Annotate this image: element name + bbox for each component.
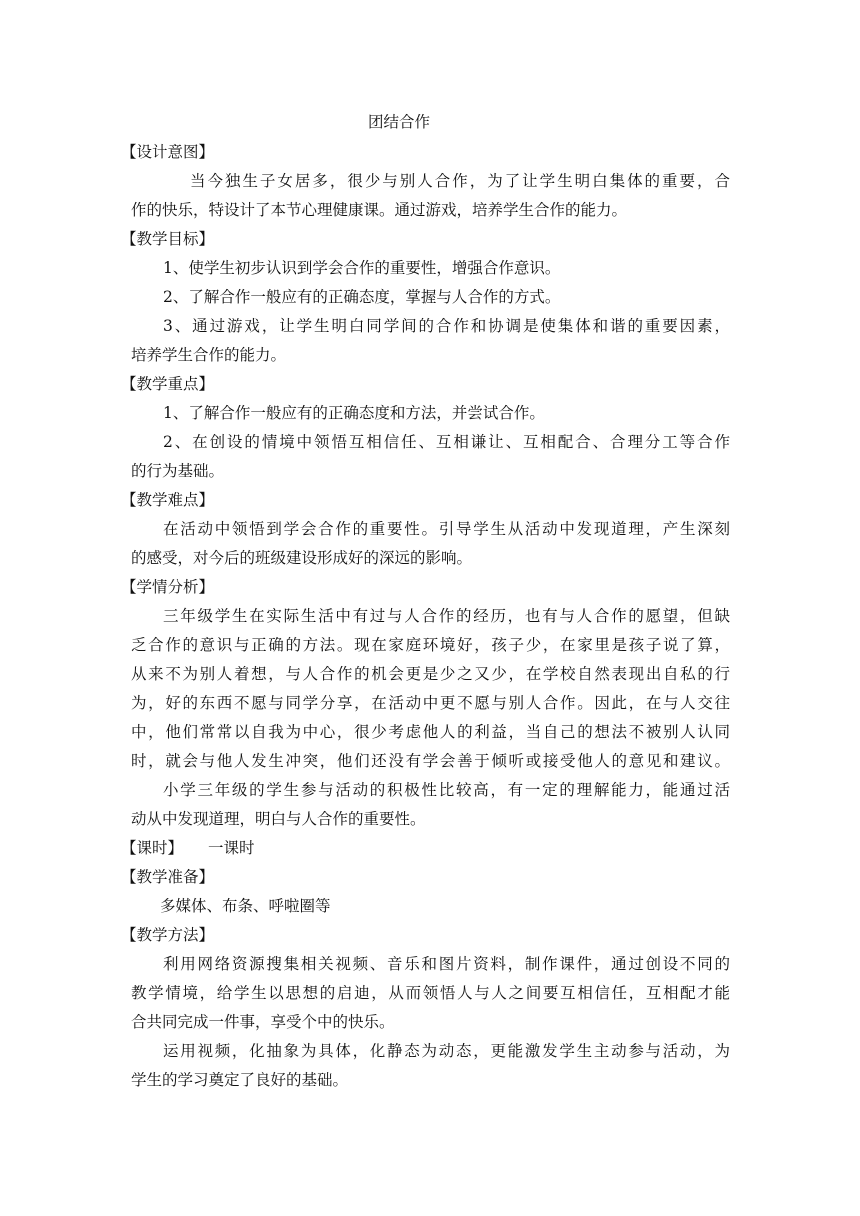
list-item: 3、通过游戏，让学生明白同学间的合作和协调是使集体和谐的重要因素， — [163, 317, 730, 335]
list-item: 1、了解合作一般应有的正确态度和方法，并尝试合作。 — [163, 404, 545, 422]
paragraph-line: 运用视频，化抽象为具体，化静态为动态，更能激发学生主动参与活动，为 — [163, 1042, 730, 1060]
paragraph-line: 利用网络资源搜集相关视频、音乐和图片资料，制作课件，通过创设不同的 — [163, 955, 730, 973]
paragraph-line: 动从中发现道理，明白与人合作的重要性。 — [131, 810, 426, 828]
list-item: 2、了解合作一般应有的正确态度，掌握与人合作的方式。 — [163, 288, 561, 306]
paragraph-line: 小学三年级的学生参与活动的积极性比较高，有一定的理解能力，能通过活 — [163, 781, 730, 799]
section-heading-class-hours: 【课时】 — [121, 839, 184, 857]
section-heading-teaching-focus: 【教学重点】 — [121, 375, 215, 393]
section-heading-teaching-methods: 【教学方法】 — [121, 926, 215, 944]
paragraph-line: 多媒体、布条、呼啦圈等 — [160, 897, 331, 915]
paragraph-line: 教学情境，给学生以思想的启迪，从而领悟人与人之间要互相信任，互相配才能 — [131, 984, 730, 1002]
paragraph-line: 的感受，对今后的班级建设形成好的深远的影响。 — [131, 549, 473, 567]
section-heading-design-intent: 【设计意图】 — [121, 143, 215, 161]
paragraph-line: 合共同完成一件事，享受个中的快乐。 — [131, 1013, 395, 1031]
paragraph-line: 三年级学生在实际生活中有过与人合作的经历，也有与人合作的愿望，但缺 — [163, 607, 730, 625]
section-heading-student-analysis: 【学情分析】 — [121, 578, 215, 596]
paragraph-line: 乏合作的意识与正确的方法。现在家庭环境好，孩子少，在家里是孩子说了算， — [131, 636, 730, 654]
section-heading-teaching-preparation: 【教学准备】 — [121, 868, 215, 886]
list-item: 2、在创设的情境中领悟互相信任、互相谦让、互相配合、合理分工等合作 — [163, 433, 730, 451]
paragraph-line: 在活动中领悟到学会合作的重要性。引导学生从活动中发现道理，产生深刻 — [163, 520, 730, 538]
paragraph-line: 的行为基础。 — [131, 462, 225, 480]
class-hours-value: 一课时 — [208, 839, 255, 857]
paragraph-line: 当今独生子女居多，很少与别人合作，为了让学生明白集体的重要，合 — [190, 172, 730, 190]
paragraph-line: 为，好的东西不愿与同学分享，在活动中更不愿与别人合作。因此，在与人交往 — [131, 694, 730, 712]
section-heading-teaching-goals: 【教学目标】 — [121, 230, 215, 248]
list-item: 1、使学生初步认识到学会合作的重要性，增强合作意识。 — [163, 259, 561, 277]
paragraph-line: 中，他们常常以自我为中心，很少考虑他人的利益，当自己的想法不被别人认同 — [131, 723, 730, 741]
paragraph-line: 从来不为别人着想，与人合作的机会更是少之又少，在学校自然表现出自私的行 — [131, 665, 730, 683]
paragraph-line: 学生的学习奠定了良好的基础。 — [131, 1071, 349, 1089]
section-heading-teaching-difficulty: 【教学难点】 — [121, 491, 215, 509]
paragraph-line: 作的快乐，特设计了本节心理健康课。通过游戏，培养学生合作的能力。 — [131, 201, 628, 219]
paragraph-line: 培养学生合作的能力。 — [131, 346, 287, 364]
document-title: 团结合作 — [368, 113, 431, 131]
paragraph-line: 时，就会与他人发生冲突，他们还没有学会善于倾听或接受他人的意见和建议。 — [131, 752, 730, 770]
